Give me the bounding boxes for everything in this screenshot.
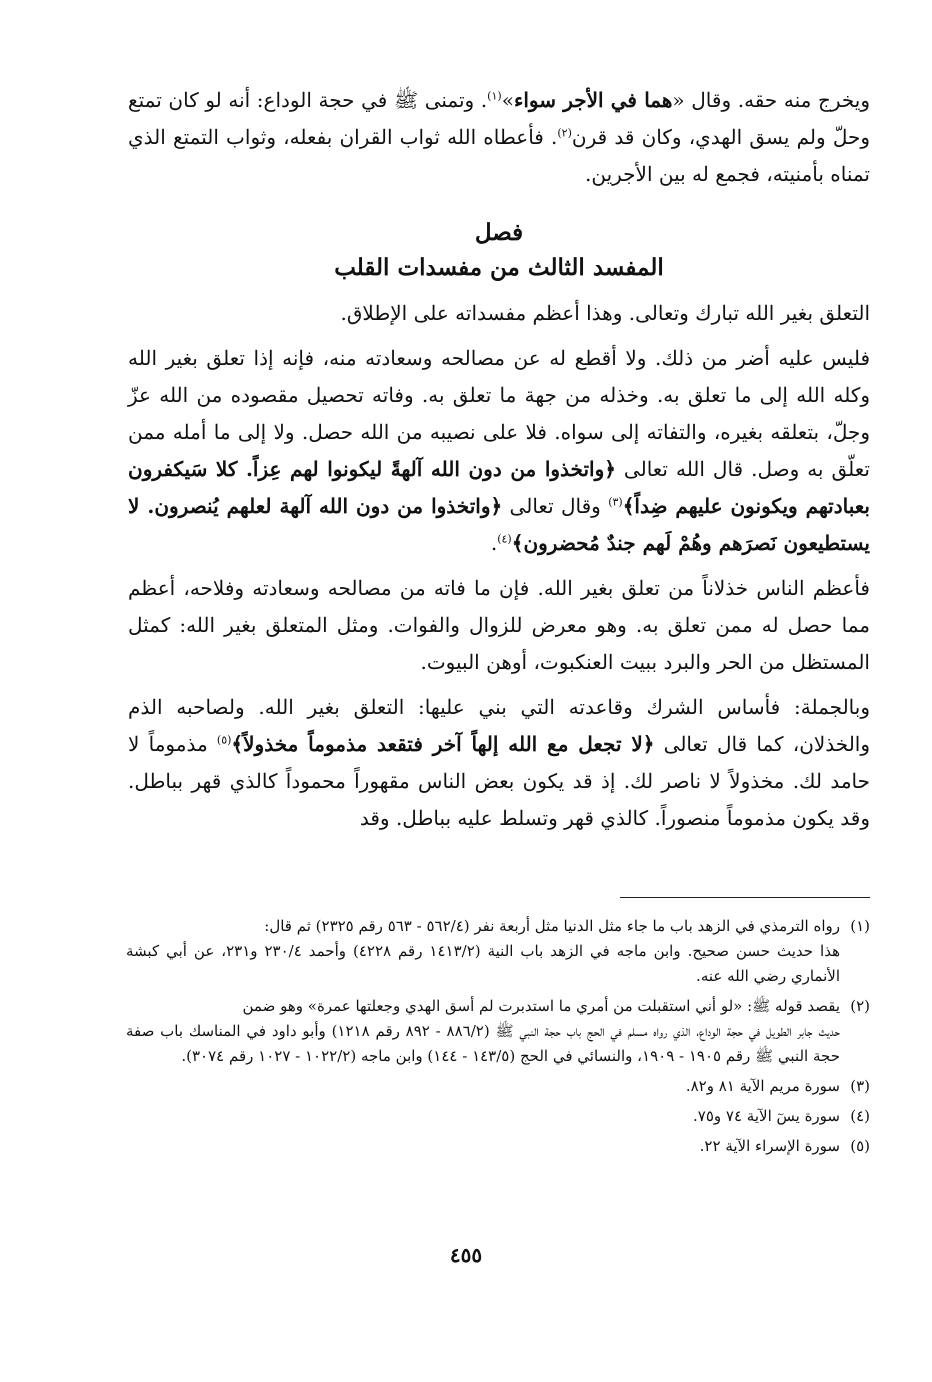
footnote-text: رواه الترمذي في الزهد باب ما جاء مثل الدنيا مثل أربعة نفر (٥٦٢/٤ - ٥٦٣ رقم ٢٣٢٥) ثم قال: [264,917,840,935]
text-run: . فأعطاه الله ثواب القران بفعله، وثواب التمتع الذي تمناه بأمنيته، فجمع له بين الأجرين. [128,125,870,186]
paragraph-3: فأعظم الناس خذلاناً من تعلق بغير الله. فإن ما فاته من مصالحه وسعادته وفلاحه، أعظم مما حصل له ممن تعلق به. وهو معرض للزوال والفوات. ومثل المتعلق بغير الله: كمثل المستظل من الحر والبرد ببيت العنكبوت، أوهن البيوت. [128,576,870,674]
footnote-text: سورة يسٓ الآية ٧٤ و٧٥. [692,1107,840,1125]
footnote-marker-1[interactable]: (١) [487,89,502,103]
footnote-number: (٥) [850,1137,870,1155]
footnote-number: (١) [850,917,870,935]
hadith-quote: هما في الأجر سواء [513,88,673,112]
section-heading [128,217,870,287]
paragraph-4 [128,689,870,837]
footnote-text: يقصد قوله ﷺ: «لو أني استقبلت من أمري ما استدبرت لم أسق الهدي وجعلتها عمرة» وهو ضمن [242,997,840,1015]
footnote-3 [126,1074,870,1099]
footnote-5 [126,1134,870,1159]
section-label: فصل [474,219,524,246]
text-run: » [501,88,514,112]
text-run: فليس عليه أضر من ذلك. ولا أقطع له عن مصالحه وسعادته منه، فإنه إذا تعلق بغير الله وكله الله إلى ما تعلق به. وخذله من جهة ما تعلق به. وفاته تحصيل مقصوده من الله عزّ وجلّ، بتعلقه بغيره، والتفاته إلى سواه. فلا على نصيبه من الله حصل. ولا إلى ما أمله ممن تعلّق به وصل. قال الله تعالى [128,346,870,481]
footnote-number: (٢) [850,997,870,1015]
footnote-text: حديث جابر الطويل في حجة الوداع، الذي رواه مسلم في الحج باب حجة النبي ﷺ (٨٨٦/٢ - ٨٩٢ رقم ١٢١٨) وأبو داود في المناسك باب صفة حجة النبي ﷺ رقم ١٩٠٥ - ١٩٠٩، والنسائي في الحج (١٤٣/٥ - ١٤٤) وابن ماجه (١٠٢٢/٢ - ١٠٢٧ رقم ٣٠٧٤). [126,1022,840,1065]
footnote-marker-3[interactable]: (٣) [608,495,623,509]
section-title: المفسد الثالث من مفسدات القلب [334,254,664,281]
paragraph-intro: التعلق بغير الله تبارك وتعالى. وهذا أعظم مفسداته على الإطلاق. [340,301,870,325]
text-run: وبالجملة: فأساس الشرك وقاعدته التي بني عليها: التعلق بغير الله. ولصاحبه الذم والخذلان، كما قال تعالى [128,695,870,756]
quran-quote: ﴿لا تجعل مع الله إلهاً آخر فتقعد مذموماً مخذولاً﴾ [231,732,655,756]
footnote-text: سورة مريم الآية ٨١ و٨٢. [685,1077,840,1095]
main-text [128,82,870,837]
quran-quote: ﴿واتخذوا من دون الله آلهة لعلهم يُنصرون. لا يستطيعون نَصرَهم وهُمْ لَهم جندٌ مُحضرون﴾ [128,494,870,555]
text-run: مذموماً لا حامد لك. مخذولاً لا ناصر لك. إذ قد يكون بعض الناس مقهوراً محموداً كالذي قهر بباطل. وقد يكون مذموماً منصوراً. كالذي قهر وتسلط عليه بباطل. وقد [128,732,870,830]
text-run: . وتمنى ﷺ في حجة الوداع: أنه لو كان تمتع وحلّ ولم يسق الهدي، وكان قد قرن [128,88,870,149]
footnote-text: هذا حديث حسن صحيح. وابن ماجه في الزهد باب النية (١٤١٣/٢ رقم ٤٢٢٨) وأحمد ٢٣٠/٤ و٢٣١، عن أبي كبشة الأنماري رضي الله عنه. [126,942,840,985]
text-run: ويخرج منه حقه. وقال « [672,88,871,112]
footnote-divider [620,897,870,898]
footnote-2 [126,994,870,1069]
footnote-1 [126,914,870,989]
footnote-text: سورة الإسراء الآية ٢٢. [699,1137,840,1155]
footnote-4 [126,1104,870,1129]
footnotes [126,914,870,1159]
paragraph-continuation [128,82,870,193]
quran-quote: ﴿واتخذوا من دون الله آلهةً ليكونوا لهم عِزاً. كلا سَيكفرون بعبادتهم ويكونون عليهم ضِداً﴾ [128,457,870,518]
text-run: . [490,531,498,555]
paragraph-2 [128,340,870,562]
text-run: وقال تعالى [502,494,609,518]
footnote-marker-5[interactable]: (٥) [216,733,232,747]
footnote-marker-2[interactable]: (٢) [557,126,572,140]
footnote-number: (٤) [850,1107,870,1125]
footnote-marker-4[interactable]: (٤) [497,532,512,546]
page-number: ٤٥٥ [449,1243,483,1267]
footnote-number: (٣) [850,1077,870,1095]
